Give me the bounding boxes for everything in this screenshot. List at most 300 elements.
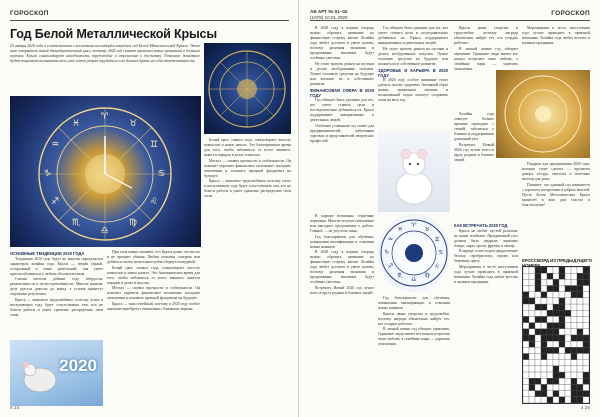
crossword-cell [547, 384, 553, 390]
crossword-cell [577, 286, 583, 292]
crossword-cell [565, 372, 571, 378]
crossword-cell [571, 354, 577, 360]
crossword-cell [577, 279, 583, 285]
crossword-cell [559, 391, 565, 397]
crossword-cell [565, 304, 571, 310]
horoscope-clock-photo [10, 96, 201, 247]
crossword-cell [541, 360, 547, 366]
crossword-cell [523, 310, 529, 316]
crossword-cell [559, 372, 565, 378]
crossword-cell [583, 286, 589, 292]
right-column-1-lower [310, 214, 374, 296]
crossword-cell [583, 391, 589, 397]
crossword-cell [583, 323, 589, 329]
crossword-cell [541, 397, 547, 403]
crossword-cell [529, 366, 535, 372]
paragraph: Не стоит тратить деньги на пустяки и делать необдуманные покупки. Лучше отложить средства на будущее или вложить их в собственное развитие. [310, 61, 374, 86]
crossword-cell [553, 267, 559, 273]
crossword-cell [583, 341, 589, 347]
crossword-cell [553, 335, 559, 341]
crossword-cell [523, 341, 529, 347]
zodiac-sign-icon: ♓ [72, 119, 81, 130]
crossword-cell [583, 273, 589, 279]
crossword-cell [535, 286, 541, 292]
crossword-cell [553, 298, 559, 304]
crossword-cell [553, 286, 559, 292]
crossword-cell [523, 292, 529, 298]
crossword-cell [577, 329, 583, 335]
crossword-cell [583, 279, 589, 285]
paragraph: Мероприятия в честь наступления года лучше проводить в приятной компании. Хозяйка года любит веселье и шумные праздники. [454, 264, 518, 284]
crossword-cell [535, 329, 541, 335]
section-heading: ОСНОВНЫЕ ТЕНДЕНЦИИ 2020 ГОДА [10, 251, 85, 256]
crossword-cell [535, 391, 541, 397]
crossword-cell [571, 304, 577, 310]
crossword-cell [565, 366, 571, 372]
crossword-cell [535, 397, 541, 403]
crossword-cell [571, 267, 577, 273]
crossword-cell [529, 323, 535, 329]
zodiac-glyph-ring [10, 96, 201, 247]
paragraph: Крыса — знак семейный, поэтому в 2020 году особое значение приобретут отношения с близкими людьми. [107, 301, 200, 311]
page-number: 4 24 [10, 406, 20, 411]
crossword-cell [547, 391, 553, 397]
zodiac-sign-icon: ♑ [43, 168, 52, 179]
paragraph: При этом важно помнить, что Крыса ценит честность и не прощает обмана. Любые попытки схитрить или добиться своего нечестным путём обернутся неудачей. [107, 250, 200, 264]
crossword-cell [571, 391, 577, 397]
crossword-cell [583, 360, 589, 366]
zodiac-sign-icon: ♈ [411, 222, 417, 229]
issue-info [310, 9, 348, 20]
crossword-cell [529, 372, 535, 378]
crossword-cell [565, 341, 571, 347]
paragraph: Не стоит тратить деньги на пустяки и делать необдуманные покупки. Лучше отложить средства на будущее или вложить их в собственное развитие. [378, 46, 448, 66]
crossword-cell [553, 304, 559, 310]
crossword-cell [529, 397, 535, 403]
crossword-cell [559, 273, 565, 279]
crossword-cell [523, 378, 529, 384]
crossword-cell [547, 354, 553, 360]
crossword-cell [565, 286, 571, 292]
paragraph: Белый цвет, символ года, олицетворяет чистоту помыслов и новое начало. Это благоприятное время для того, чтобы избавиться от всего лишнего, навести порядок в делах и мыслях. [107, 265, 200, 285]
crossword-cell [565, 279, 571, 285]
crossword-cell [523, 397, 529, 403]
zodiac-sign-icon: ♎ [411, 276, 417, 283]
crossword-cell [577, 292, 583, 298]
crossword-cell [541, 384, 547, 390]
crossword-cell [535, 279, 541, 285]
crossword-cell [541, 372, 547, 378]
calendar-wheel-graphic [496, 70, 590, 158]
crossword-cell [583, 397, 589, 403]
crossword-cell [571, 298, 577, 304]
crossword-cell [541, 310, 547, 316]
crossword-cell [571, 279, 577, 285]
zodiac-sign-icon: ♑ [384, 249, 390, 256]
right-column-2-lower [378, 296, 450, 348]
left-column-1 [10, 250, 103, 318]
paragraph: В наряде стоит отдать предпочтение белому, серебристому, серому или бежевому цвету. [454, 249, 518, 264]
paragraph: Крысы ценят упорство и трудолюбие, поэтому награда обязательно найдёт тех, кто усердно работает. [378, 311, 450, 326]
crossword-cell [529, 286, 535, 292]
crossword-cell [583, 378, 589, 384]
crossword-cell [535, 267, 541, 273]
crossword-cell [541, 391, 547, 397]
crossword-cell [577, 341, 583, 347]
crossword-cell [535, 341, 541, 347]
crossword-cell [529, 298, 535, 304]
paragraph: Подарки для празднования 2020 года, которые стоит сделать — предметы декора, посуда, текстиль и полезные мелочи для дома. [522, 162, 590, 181]
section-heading: ЗДОРОВЬЕ И КАРЬЕРА В 2020 ГОДУ [378, 67, 448, 78]
crossword-cell [565, 397, 571, 403]
section-header: ГОРОСКОП [551, 10, 590, 17]
paragraph: Крысы ценят упорство и трудолюбие, поэтому награда обязательно найдёт тех, кто усердно работает. [454, 26, 518, 45]
article-title: Год Белой Металлической Крысы [10, 27, 217, 41]
crossword-cell [535, 335, 541, 341]
crossword-cell [571, 360, 577, 366]
zodiac-sign-icon: ♋ [157, 168, 166, 179]
crossword-cell [583, 316, 589, 322]
crossword-cell [529, 384, 535, 390]
crossword-cell [565, 384, 571, 390]
crossword-cell [559, 384, 565, 390]
crossword-cell [529, 310, 535, 316]
crossword-grid-svg [523, 267, 589, 403]
paragraph: Металл — символ прочности и стабильности. Он поможет укрепить финансовое положение, наладить отношения и заложить прочный фундамент на будущее. [204, 158, 291, 178]
crossword-cell [541, 273, 547, 279]
crossword-cell [565, 310, 571, 316]
crossword-cell [553, 384, 559, 390]
crossword-cell [529, 329, 535, 335]
crossword-cell [577, 378, 583, 384]
crossword-cell [541, 329, 547, 335]
crossword-cell [529, 292, 535, 298]
crossword-cell [535, 304, 541, 310]
crossword-cell [583, 347, 589, 353]
crossword-cell [571, 378, 577, 384]
crossword-cell [529, 360, 535, 366]
crossword-cell [583, 366, 589, 372]
paragraph: В 2020 году в первую очередь нужно обратить внимание на финансовую сторону жизни. Хозяйка года любит достаток и умеет копить, поэтому разумная экономия и продуманные вложения будут особенно уместны. [310, 250, 374, 285]
crossword-cell [541, 341, 547, 347]
crossword-cell [559, 378, 565, 384]
crossword-cell [559, 341, 565, 347]
article-lead: 25 января 2020 года в соответствии с восточным календарём начнётся год Белой Металлической Крысы. Этот знак открывает новый двенадцатилетний цикл, поэтому 2020 год станет временем новых начинаний и больших перемен. Крыса символизирует находчивость, трудолюбие и стремление к достатку. Тотемное животное будет покровительствовать тем, кто готов упорно трудиться и не боится брать на себя ответственность. [10, 44, 200, 64]
crossword-cell [553, 397, 559, 403]
crossword-cell [571, 366, 577, 372]
crossword-cell [523, 329, 529, 335]
crossword-cell [553, 329, 559, 335]
crossword-cell [547, 397, 553, 403]
section-heading: КАК ВСТРЕЧАТЬ 2020 ГОД [454, 223, 508, 228]
crossword-cell [559, 354, 565, 360]
paragraph: В карьере возможны серьёзные перемены. Многие получат повышение или выгодное предложение о работе. Главное — не упустить шанс. [310, 214, 374, 233]
crossword-cell [559, 347, 565, 353]
right-column-3-lower [454, 222, 518, 285]
zodiac-sign-icon: ♒ [387, 235, 393, 243]
crossword-cell [559, 298, 565, 304]
paragraph: Год обещает быть удачным для тех, кто умеет ставить цели и последовательно добиваться их. Крыса поддерживает инициативных и деятельных людей. [310, 98, 374, 123]
crossword-cell [523, 335, 529, 341]
crossword-cell [559, 323, 565, 329]
crossword-cell [583, 267, 589, 273]
crossword-cell [565, 323, 571, 329]
paragraph: Тенденции 2020 года будут во многом определяться характером хозяйки года. Крыса — зверёк умный, осторожный и очень деятельный, она умеет приспосабливаться к любым обстоятельствам. [10, 256, 103, 276]
paragraph: Стихия металла добавит году твёрдости, решительности и целеустремлённости. Многие начатые дела удастся довести до конца, а усилия принесут ощутимые результаты. [10, 277, 103, 297]
crossword-cell [577, 335, 583, 341]
crossword-cell [529, 316, 535, 322]
zodiac-glyph-ring [378, 214, 450, 292]
crossword-cell [571, 347, 577, 353]
right-column-2 [378, 26, 448, 104]
crossword-cell [577, 316, 583, 322]
crossword-cell [535, 372, 541, 378]
crossword-cell [523, 298, 529, 304]
crossword-cell [577, 304, 583, 310]
crossword-cell [541, 316, 547, 322]
crossword-cell [529, 267, 535, 273]
crossword-cell [553, 273, 559, 279]
crossword-cell [535, 347, 541, 353]
crossword-cell [541, 267, 547, 273]
crossword-cell [547, 378, 553, 384]
zodiac-wheel-photo [204, 43, 291, 134]
crossword-cell [577, 267, 583, 273]
crossword-cell [547, 341, 553, 347]
crossword-cell [577, 360, 583, 366]
crossword-cell [553, 347, 559, 353]
crossword-cell [559, 335, 565, 341]
crossword-cell [523, 347, 529, 353]
section-heading: ФИНАНСОВАЯ СФЕРА В 2020 ГОДУ [310, 87, 374, 98]
crossword-cell [547, 273, 553, 279]
crossword-cell [565, 354, 571, 360]
crossword-cell [553, 310, 559, 316]
zodiac-sign-icon: ♌ [434, 262, 440, 270]
zodiac-sign-icon: ♍ [129, 217, 138, 228]
crossword-cell [577, 273, 583, 279]
header-rule [10, 20, 289, 21]
zodiac-circle-graphic [378, 214, 450, 292]
crossword-cell [559, 310, 565, 316]
paragraph: Встречать Новый 2020 год лучше всего в кругу родных и близких людей. [454, 142, 494, 162]
paragraph: Крыса не любит пустой роскоши, но ценит изобилие. Праздничный стол должен быть щедрым: зерновые блюда, сыры, орехи, фрукты и овощи. [454, 228, 518, 248]
paragraph: В личной жизни год обещает гармонию. Одинокие люди имеют все шансы встретить свою любовь, а семейные пары — укрепить отношения. [454, 46, 518, 71]
crossword-cell [535, 323, 541, 329]
right-column-4-lower [522, 162, 590, 208]
crossword-cell [583, 372, 589, 378]
crossword-cell [535, 378, 541, 384]
crossword-cell [553, 391, 559, 397]
paragraph: Год обещает быть удачным для тех, кто умеет ставить цели и последовательно добиваться их. Крыса поддерживает инициативных и деятельных людей. [378, 26, 448, 45]
crossword-cell [529, 273, 535, 279]
crossword-cell [553, 341, 559, 347]
crossword-cell [535, 366, 541, 372]
crossword-cell [535, 298, 541, 304]
right-column-3 [454, 26, 518, 72]
crossword-cell [547, 347, 553, 353]
crossword-cell [547, 366, 553, 372]
crossword-cell [571, 273, 577, 279]
zodiac-sign-icon: ♊ [149, 140, 158, 150]
crossword-cell [577, 384, 583, 390]
crossword-cell [571, 341, 577, 347]
crossword-cell [565, 347, 571, 353]
zodiac-sign-icon: ♎ [100, 225, 109, 236]
crossword-cell [571, 292, 577, 298]
crossword-cell [529, 354, 535, 360]
paragraph: В личной жизни год обещает гармонию. Одинокие люди имеют все шансы встретить свою любовь, а семейные пары — укрепить отношения. [378, 327, 450, 347]
crossword-cell [559, 267, 565, 273]
crossword-cell [523, 384, 529, 390]
crossword-cell [553, 292, 559, 298]
crossword-cell [523, 391, 529, 397]
crossword-cell [529, 341, 535, 347]
crossword-cell [577, 347, 583, 353]
right-column-3-narrow [454, 112, 494, 163]
issue-number: АБ АРТ № 01–02 [310, 9, 348, 14]
section-header: ГОРОСКОП [10, 10, 49, 17]
crossword-cell [523, 286, 529, 292]
crossword-cell [565, 267, 571, 273]
paragraph: В 2020 году в первую очередь нужно обратить внимание на финансовую сторону жизни. Хозяйка года любит достаток и умеет копить, поэтому разумная экономия и продуманные вложения будут особенно уместны. [310, 26, 374, 60]
crossword-cell [523, 316, 529, 322]
zodiac-sign-icon: ♏ [72, 217, 81, 228]
crossword-cell [553, 366, 559, 372]
crossword-cell [553, 378, 559, 384]
zodiac-wheel-graphic [204, 43, 291, 134]
crossword-cell [529, 279, 535, 285]
crossword-cell [523, 323, 529, 329]
crossword-cell [577, 397, 583, 403]
crossword-cell [559, 366, 565, 372]
crossword-cell [541, 279, 547, 285]
crossword-cell [529, 378, 535, 384]
crossword-heading: КРОССВОРД ИЗ ПРЕДЫДУЩЕГО [522, 258, 592, 263]
crossword-cell [547, 310, 553, 316]
crossword-cell [565, 316, 571, 322]
left-column-3 [204, 138, 291, 200]
crossword-cell [547, 267, 553, 273]
crossword-cell [565, 335, 571, 341]
crossword-cell [553, 323, 559, 329]
zodiac-sign-icon: ♒ [51, 140, 60, 150]
right-page [300, 0, 600, 417]
crossword-cell [559, 316, 565, 322]
zodiac-sign-icon: ♏ [397, 272, 403, 280]
crossword-cell [523, 360, 529, 366]
zodiac-sign-icon: ♋ [438, 249, 444, 256]
crossword-cell [523, 372, 529, 378]
crossword-cell [571, 286, 577, 292]
crossword-cell [583, 335, 589, 341]
crossword-cell [535, 292, 541, 298]
crossword-cell [577, 372, 583, 378]
crossword-cell [559, 397, 565, 403]
zodiac-sign-icon: ♐ [387, 262, 393, 270]
crossword-cell [547, 372, 553, 378]
right-column-4 [522, 26, 590, 47]
crossword-cell [571, 372, 577, 378]
crossword-cell [565, 273, 571, 279]
crossword-cell [553, 360, 559, 366]
zodiac-sign-icon: ♉ [424, 225, 430, 233]
crossword-cell [523, 304, 529, 310]
crossword-grid [522, 266, 590, 404]
crossword-cell [565, 391, 571, 397]
crossword-cell [541, 378, 547, 384]
crossword-cell [583, 329, 589, 335]
paragraph: Год благоприятен для обучения, повышения квалификации и освоения новых навыков. [310, 234, 374, 249]
crossword-cell [559, 286, 565, 292]
paragraph: В 2020 году особое внимание стоит уделить своему здоровью. Активный образ жизни, правильное питание и полноценный отдых помогут сохранить силы на весь год. [378, 78, 448, 103]
rat-2020-photo [10, 340, 103, 406]
crossword-cell [535, 316, 541, 322]
left-column-2 [107, 250, 200, 312]
year-badge: 2020 [59, 356, 97, 375]
crossword-cell [535, 360, 541, 366]
page-number: 4 25 [580, 406, 590, 411]
crossword-cell [529, 335, 535, 341]
crossword-cell [535, 273, 541, 279]
crossword-cell [547, 279, 553, 285]
crossword-cell [577, 310, 583, 316]
white-rat-photo [378, 130, 450, 212]
rat-figurine-graphic [378, 130, 450, 212]
zodiac-sign-icon: ♍ [424, 272, 430, 280]
paragraph: Мероприятия в честь наступления года лучше проводить в приятной компании. Хозяйка года любит веселье и шумные праздники. [522, 26, 590, 45]
crossword-cell [535, 354, 541, 360]
crossword-cell [547, 360, 553, 366]
crossword-cell [583, 354, 589, 360]
right-column-1 [310, 26, 374, 144]
crossword-cell [571, 384, 577, 390]
issue-date: (1076) 10.01.2020 [310, 14, 348, 20]
paragraph: Крыса — животное трудолюбивое, поэтому успех в наступающем году будет сопутствовать тем, кто не боится работы и умеет грамотно распределять свои силы. [204, 179, 291, 199]
crossword-cell [571, 323, 577, 329]
crossword-cell [565, 378, 571, 384]
crossword-cell [577, 354, 583, 360]
crossword-cell [529, 304, 535, 310]
zodiac-sign-icon: ♈ [100, 111, 109, 122]
crossword-cell [523, 354, 529, 360]
crossword-cell [541, 366, 547, 372]
zodiac-sign-icon: ♌ [149, 197, 158, 207]
crossword-cell [571, 397, 577, 403]
crossword-cell [541, 298, 547, 304]
crossword-cell [577, 391, 583, 397]
zodiac-sign-icon: ♊ [434, 235, 440, 243]
crossword-cell [523, 366, 529, 372]
crossword-cell [535, 384, 541, 390]
crossword-cell [541, 292, 547, 298]
crossword-cell [547, 298, 553, 304]
crossword-cell [541, 286, 547, 292]
crossword-cell [547, 316, 553, 322]
crossword-cell [541, 335, 547, 341]
crossword-cell [583, 298, 589, 304]
crossword-cell [559, 360, 565, 366]
crossword-cell [553, 372, 559, 378]
crossword-cell [547, 292, 553, 298]
crossword-cell [553, 354, 559, 360]
crossword-cell [559, 304, 565, 310]
crossword-cell [523, 279, 529, 285]
header-rule [310, 20, 590, 21]
crossword-cell [565, 360, 571, 366]
paragraph: Крыса — животное трудолюбивое, поэтому успех в наступающем году будет сопутствовать тем, кто не боится работы и умеет грамотно распределять свои силы. [10, 297, 103, 317]
crossword-cell [529, 347, 535, 353]
